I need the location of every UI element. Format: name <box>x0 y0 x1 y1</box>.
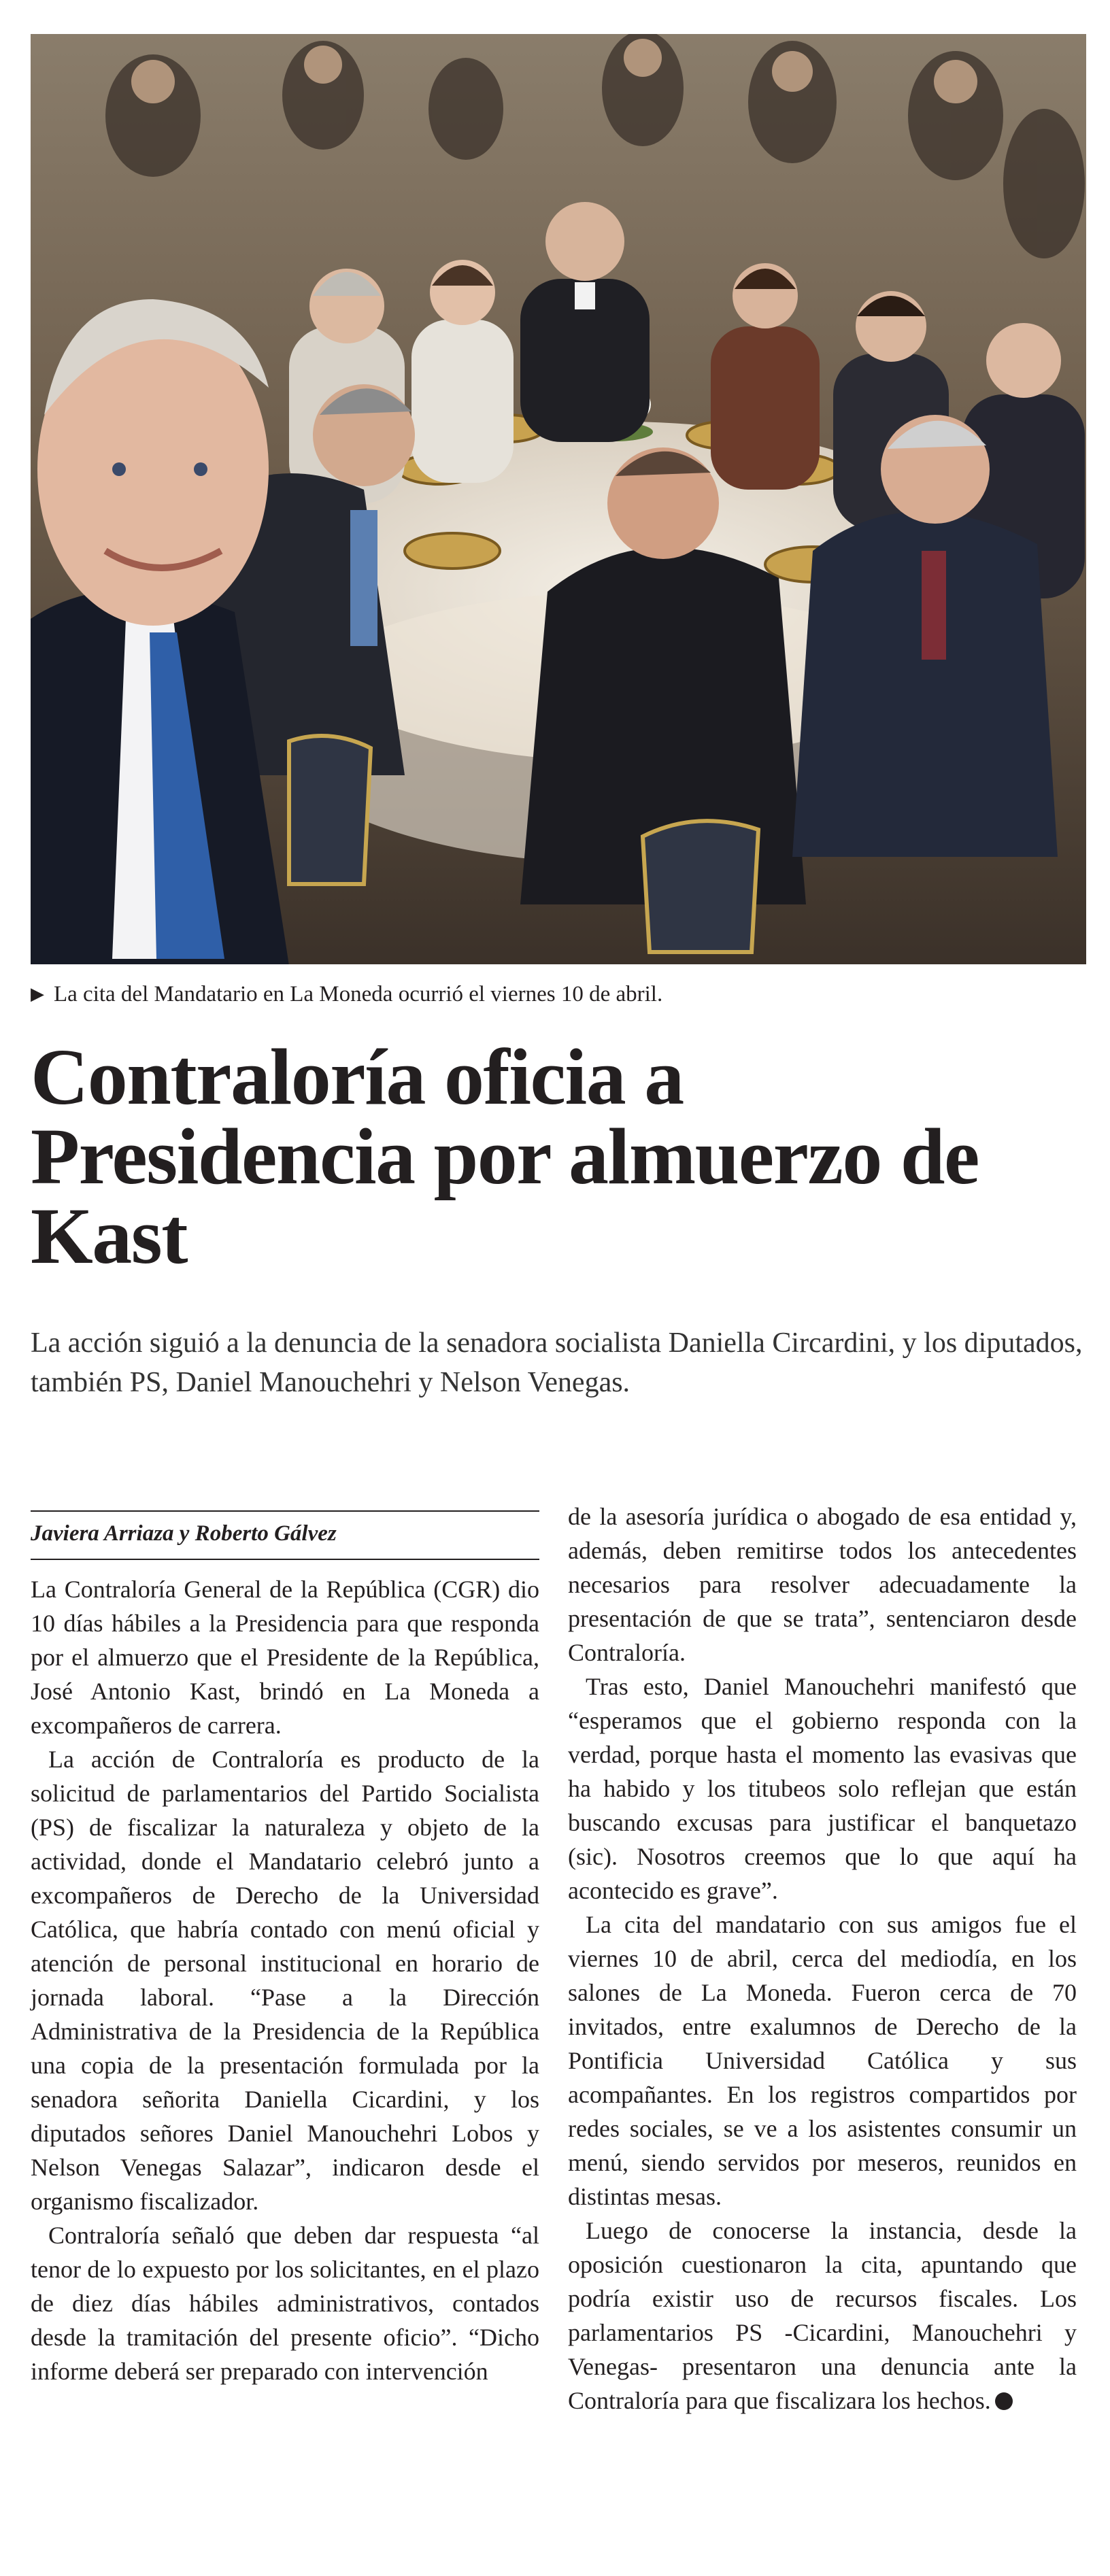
body-paragraph: La Contraloría General de la República (CGR) dio 10 días hábiles a la Presidencia para que responda por el almuerzo que el Presidente de la República, José Antonio Kast, brindó en La Moneda a excompañeros de carrera. <box>31 1576 539 1739</box>
body-paragraph: La cita del mandatario con sus amigos fue el viernes 10 de abril, cerca del mediodía, en los salones de La Moneda. Fueron cerca de 70 invitados, entre exalumnos de Derecho de la Pontificia Universidad Católica y sus acompañantes. En los registros compartidos por redes sociales, se ve a los asistentes consumir un menú, siendo servidos por meseros, reunidos en distintas mesas. <box>568 1911 1077 2210</box>
body-paragraph: Tras esto, Daniel Manouchehri manifestó que “esperamos que el gobierno responda con la verdad, porque hasta el momento las evasivas que ha habido y los titubeos solo reflejan que están buscando excusas para justificar el banquetazo (sic). Nosotros creemos que lo que aquí ha acontecido es grave”. <box>568 1673 1077 1904</box>
body-column-right <box>568 1499 1077 2418</box>
end-of-article-dot-icon <box>995 2392 1013 2410</box>
caption-text: La cita del Mandatario en La Moneda ocurrió el viernes 10 de abril. <box>54 982 663 1006</box>
article-headline: Contraloría oficia a Presidencia por almuerzo de Kast <box>31 1032 979 1281</box>
banquet-photo-illustration <box>31 34 1086 964</box>
body-paragraph-final-text: Luego de conocerse la instancia, desde la oposición cuestionaron la cita, apuntando que podría existir uso de recursos fiscales. Los parlamentarios PS -Cicardini, Manouchehri y Venegas- presentaron una denuncia ante la Contraloría para que fiscalizara los hechos. <box>568 2217 1077 2414</box>
article-deck: La acción siguió a la denuncia de la senadora socialista Daniella Circardini, y los diputados, también PS, Daniel Manouchehri y Nelson Venegas. <box>31 1327 1083 1398</box>
caption-play-icon: ▶ <box>31 984 44 1004</box>
byline-bottom-rule <box>31 1559 539 1560</box>
body-column-left <box>31 1572 539 2388</box>
body-paragraph: La acción de Contraloría es producto de la solicitud de parlamentarios del Partido Socialista (PS) de fiscalizar la naturaleza y objeto de la actividad, donde el Mandatario celebró junto a excompañeros de Derecho de la Universidad Católica, que habría contado con menú oficial y atención de personal institucional en horario de jornada laboral. “Pase a la Dirección Administrativa de la Presidencia de la República una copia de la presentación formulada por la senadora señorita Daniella Cicardini, y los diputados señores Daniel Manouchehri Lobos y Nelson Venegas Salazar”, indicaron desde el organismo fiscalizador. <box>31 1746 539 2215</box>
body-paragraph-final <box>568 2214 1077 2418</box>
photo-caption <box>31 979 1086 1009</box>
body-paragraph: Contraloría señaló que deben dar respuesta “al tenor de lo expuesto por los solicitantes, en el plazo de diez días hábiles administrativos, contados desde la tramitación del presente oficio”. “Dicho informe deberá ser preparado con intervención <box>31 2222 539 2385</box>
body-paragraph: de la asesoría jurídica o abogado de esa entidad y, además, deben remitirse todos los antecedentes necesarios para resolver adecuadamente la presentación de que se trata”, sentenciaron desde Contraloría. <box>568 1503 1077 1666</box>
article-photo <box>31 34 1086 964</box>
byline-top-rule <box>31 1510 539 1512</box>
article-byline: Javiera Arriaza y Roberto Gálvez <box>31 1521 337 1546</box>
